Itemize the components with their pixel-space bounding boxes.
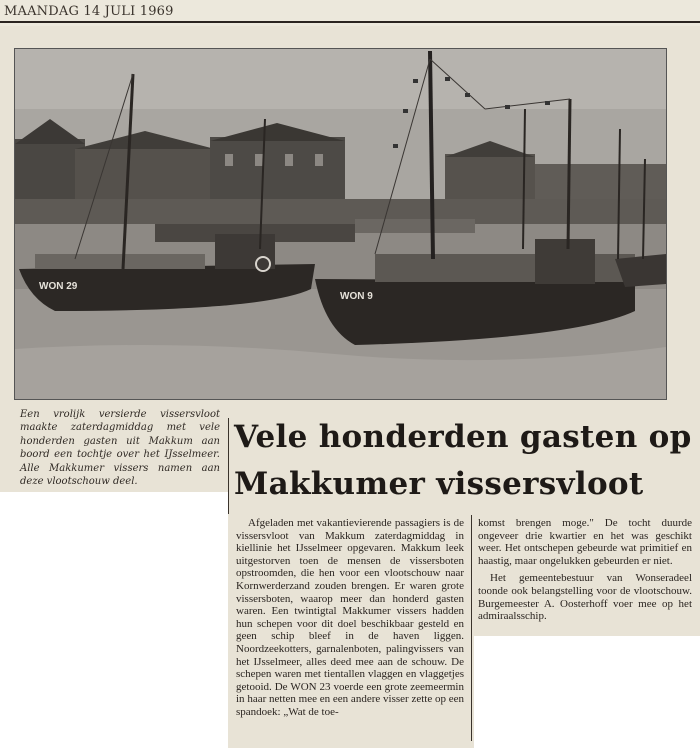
article-paragraph: Het gemeentebestuur van Wonseradeel toonde ook belangstelling voor de vlootschouw. Burgemeester A. Oosterhoff voer mee op het admiraalsschip. — [478, 572, 692, 623]
article-column-2 — [478, 517, 692, 628]
headline — [234, 414, 694, 508]
article-column-1 — [236, 517, 464, 724]
harbor-photo — [14, 48, 667, 400]
article-paragraph: Afgeladen met vakantievierende passagiers is de vissersvloot van Makkum zaterdagmiddag in kiellinie het IJsselmeer opgevaren. Makkum leek uitgestorven toen de mensen de vissersboten opstroomden, die hen voor een vlootschouw naar Kornwerderzand zouden brengen. Er waren grote vissersboten, waarop meer dan honderd gasten waren. Een twintigtal Makkumer vissers hadden hun schepen voor dit doel beschikbaar gesteld en geen schip bleef in de haven liggen. Noordzeekotters, garnalenboten, palingvissers van het IJsselmeer, alles deed mee aan de schouw. De schepen waren met tientallen vlaggen en vlaggetjes getooid. De WON 23 voerde een grote zeemeermin in haar netten mee en een andere visser zette op een spandoek: „Wat de toe- — [236, 517, 464, 718]
headline-line-1: Vele honderden gasten op — [234, 419, 692, 455]
boat-label-left: WON 29 — [39, 281, 78, 292]
photo-caption: Een vrolijk versierde vissersvloot maakte zaterdagmiddag met vele honderden gasten uit Makkum aan boord een tochtje over het IJsselmeer. Alle Makkumer vissers namen aan deze vlootschouw deel. — [20, 409, 220, 488]
headline-rule-left — [228, 418, 229, 514]
header-rule — [0, 21, 700, 23]
article-paragraph: komst brengen moge." De tocht duurde ongeveer drie kwartier en het was geschikt weer. Het ontschepen gebeurde wat primitief en haastig, maar ongelukken gebeurden er niet. — [478, 517, 692, 567]
boat-label-right: WON 9 — [340, 291, 373, 302]
column-divider — [471, 515, 472, 741]
dateline: MAANDAG 14 JULI 1969 — [4, 4, 174, 19]
headline-line-2: Makkumer vissersvloot — [234, 466, 644, 502]
